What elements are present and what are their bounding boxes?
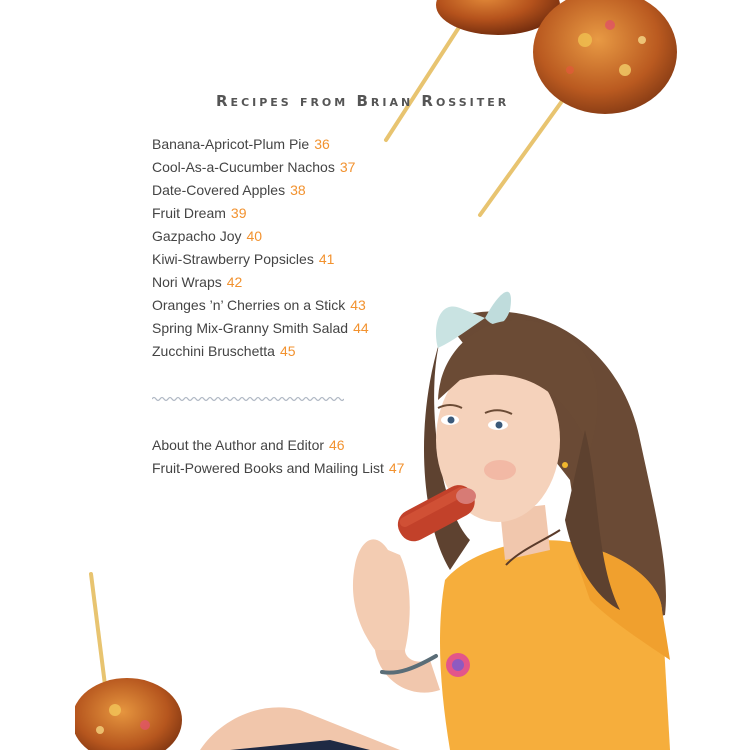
- back-matter-list: [152, 436, 404, 482]
- toc-entry[interactable]: [152, 296, 369, 319]
- toc-entry[interactable]: [152, 273, 369, 296]
- food-skewer-bottom-photo: [75, 570, 190, 750]
- entry-title: Oranges ’n’ Cherries on a Stick: [152, 297, 346, 313]
- entry-title: Banana-Apricot-Plum Pie: [152, 136, 310, 152]
- entry-title: Cool-As-a-Cucumber Nachos: [152, 159, 335, 175]
- food-skewers-photo: [380, 0, 680, 225]
- entry-page-number: 38: [290, 182, 306, 198]
- entry-title: Date-Covered Apples: [152, 182, 286, 198]
- entry-page-number: 44: [353, 320, 369, 336]
- section-heading: Recipes from Brian Rossiter: [216, 92, 510, 110]
- toc-entry[interactable]: [152, 250, 369, 273]
- entry-page-number: 41: [318, 251, 335, 267]
- entry-page-number: 43: [350, 297, 366, 313]
- toc-entry[interactable]: [152, 181, 369, 204]
- entry-title: Kiwi-Strawberry Popsicles: [152, 251, 314, 267]
- entry-page-number: 37: [339, 159, 356, 175]
- toc-entry[interactable]: [152, 158, 369, 181]
- entry-page-number: 42: [226, 274, 243, 290]
- entry-title: Gazpacho Joy: [152, 228, 242, 244]
- toc-entry[interactable]: [152, 227, 369, 250]
- toc-entry[interactable]: [152, 204, 369, 227]
- toc-entry[interactable]: [152, 319, 369, 342]
- entry-page-number: 39: [230, 205, 247, 221]
- toc-entry[interactable]: [152, 436, 404, 459]
- entry-page-number: 46: [329, 437, 345, 453]
- entry-page-number: 36: [314, 136, 330, 152]
- recipe-list: [152, 135, 369, 365]
- toc-entry[interactable]: [152, 459, 404, 482]
- entry-page-number: 40: [246, 228, 263, 244]
- entry-title: Fruit Dream: [152, 205, 226, 221]
- entry-title: About the Author and Editor: [152, 437, 325, 453]
- entry-title: Nori Wraps: [152, 274, 222, 290]
- toc-entry[interactable]: [152, 135, 369, 158]
- wavy-divider: [152, 393, 344, 405]
- toc-entry[interactable]: [152, 342, 369, 365]
- entry-title: Spring Mix-Granny Smith Salad: [152, 320, 349, 336]
- entry-title: Fruit-Powered Books and Mailing List: [152, 460, 384, 476]
- entry-page-number: 47: [388, 460, 405, 476]
- entry-title: Zucchini Bruschetta: [152, 343, 275, 359]
- entry-page-number: 45: [279, 343, 296, 359]
